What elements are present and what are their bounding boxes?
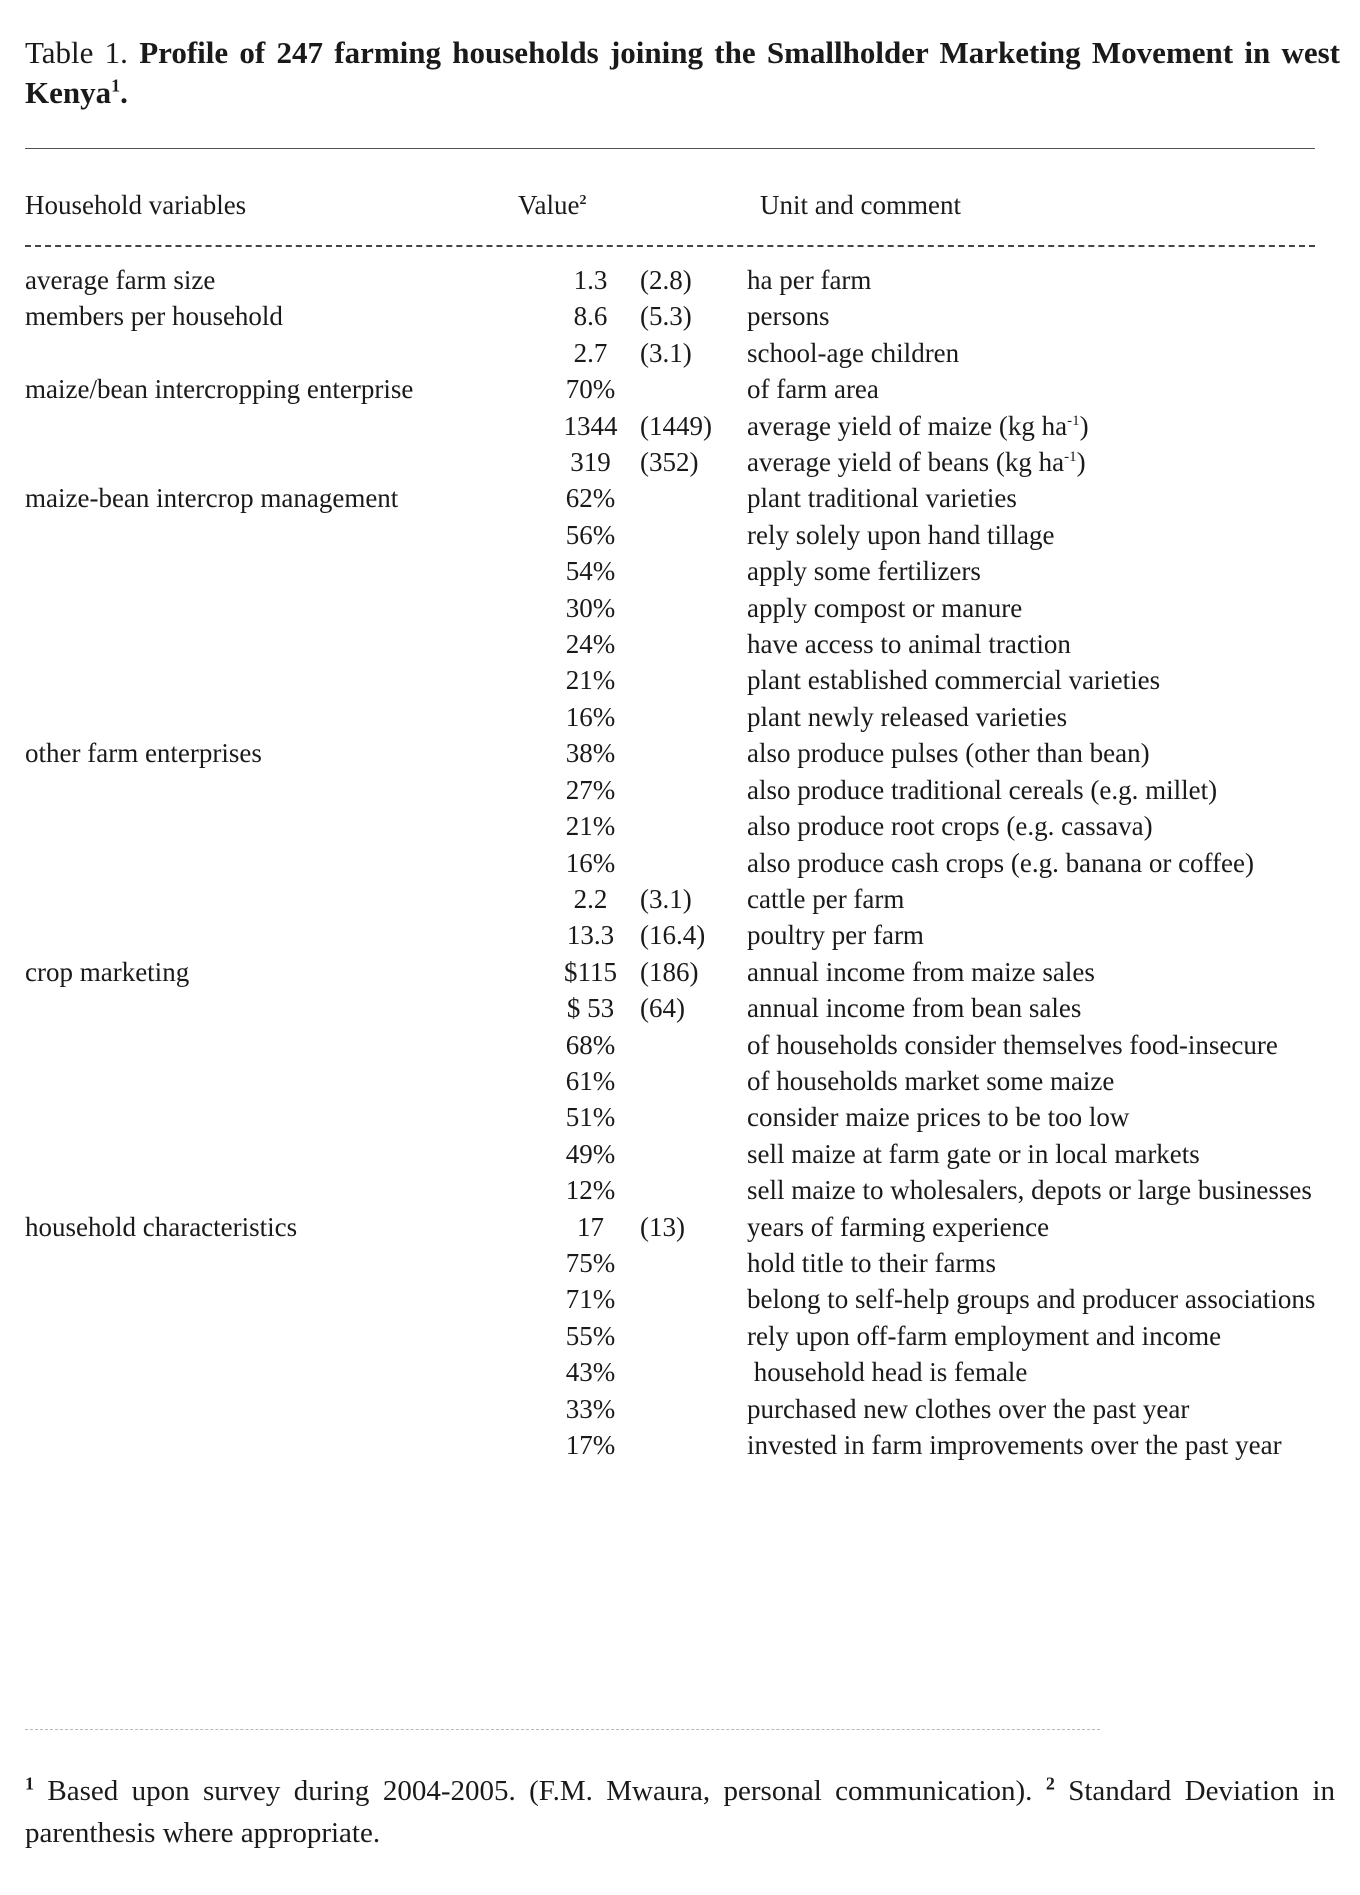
- standard-deviation-cell: (352): [640, 447, 699, 478]
- table-row: [0, 1172, 1360, 1208]
- caption-title: Profile of 247 farming households joining the Smallholder Marketing Movement in west Kenya: [25, 35, 1341, 110]
- value-cell: 33%: [565, 1393, 616, 1424]
- unit-comment-cell: [747, 735, 1322, 771]
- unit-comment-end: ): [1076, 447, 1086, 478]
- value-cell: 12%: [565, 1175, 616, 1206]
- unit-comment-text: also produce pulses (other than bean): [747, 738, 1150, 769]
- value-cell: 21%: [565, 811, 616, 842]
- table-row: [0, 1318, 1360, 1354]
- standard-deviation-cell: (5.3): [640, 301, 692, 332]
- header-value-label: Value: [518, 190, 580, 220]
- table-row: [0, 626, 1360, 662]
- standard-deviation-cell: (186): [640, 956, 699, 987]
- unit-comment-cell: [747, 699, 1322, 735]
- unit-comment-cell: [747, 1427, 1322, 1463]
- unit-comment-cell: [747, 1063, 1322, 1099]
- value-cell: 62%: [565, 483, 616, 514]
- unit-comment-text: apply compost or manure: [747, 592, 1023, 623]
- value-cell: 1344: [563, 410, 618, 441]
- table-row: [0, 480, 1360, 516]
- value-cell: 38%: [565, 738, 616, 769]
- table-row: [0, 881, 1360, 917]
- standard-deviation-cell: (3.1): [640, 883, 692, 914]
- unit-comment-cell: [747, 371, 1322, 407]
- unit-comment-cell: [747, 1354, 1322, 1390]
- unit-comment-cell: [747, 1136, 1322, 1172]
- caption-footnote-mark: 1: [111, 75, 121, 96]
- value-cell: 43%: [565, 1357, 616, 1388]
- table-bottom-rule: [25, 1729, 1100, 1730]
- table-row: [0, 808, 1360, 844]
- unit-comment-cell: [747, 1027, 1322, 1063]
- unit-comment-text: annual income from bean sales: [747, 993, 1082, 1024]
- table-row: [0, 1354, 1360, 1390]
- unit-comment-cell: [747, 845, 1322, 881]
- household-variable-cell: other farm enterprises: [25, 738, 262, 769]
- standard-deviation-cell: (3.1): [640, 337, 692, 368]
- unit-comment-text: have access to animal traction: [747, 629, 1071, 660]
- table-row: [0, 917, 1360, 953]
- value-cell: 56%: [565, 519, 616, 550]
- unit-comment-text: ha per farm: [747, 265, 872, 295]
- table-row: [0, 444, 1360, 480]
- unit-exponent: -1: [1067, 412, 1080, 429]
- unit-comment-cell: [747, 1172, 1322, 1208]
- unit-comment-text: years of farming experience: [747, 1211, 1050, 1242]
- table-row: [0, 1136, 1360, 1172]
- unit-comment-text: plant newly released varieties: [747, 701, 1068, 732]
- table-row: [0, 553, 1360, 589]
- household-variable-cell: crop marketing: [25, 956, 190, 987]
- value-cell: 17: [577, 1211, 604, 1242]
- standard-deviation-cell: (16.4): [640, 920, 706, 951]
- value-cell: 49%: [565, 1138, 616, 1169]
- value-cell: 70%: [565, 374, 616, 405]
- value-cell: 8.6: [573, 301, 608, 332]
- header-household-variables: Household variables: [25, 190, 247, 220]
- header-value: [518, 190, 586, 221]
- unit-comment-cell: [747, 772, 1322, 808]
- unit-comment-cell: [747, 662, 1322, 698]
- unit-comment-cell: [747, 298, 1322, 334]
- value-cell: 68%: [565, 1029, 616, 1060]
- unit-comment-cell: [747, 480, 1322, 516]
- unit-comment-text: plant established commercial varieties: [747, 665, 1161, 696]
- household-variable-cell: maize/bean intercropping enterprise: [25, 374, 414, 405]
- unit-comment-cell: [747, 1281, 1322, 1317]
- unit-comment-text: of farm area: [747, 374, 879, 405]
- table-row: [0, 735, 1360, 771]
- table-body: [0, 262, 1360, 1463]
- table-footnote: [25, 1770, 1335, 1854]
- table-row: [0, 954, 1360, 990]
- value-cell: 54%: [565, 556, 616, 587]
- value-cell: 21%: [565, 665, 616, 696]
- unit-comment-text: of households market some maize: [747, 1065, 1115, 1096]
- unit-comment-text: sell maize at farm gate or in local markets: [747, 1138, 1200, 1169]
- unit-comment-text: household head is female: [747, 1357, 1028, 1388]
- unit-comment-text: invested in farm improvements over the past year: [747, 1430, 1282, 1460]
- unit-comment-text: also produce traditional cereals (e.g. millet): [747, 774, 1218, 805]
- unit-comment-text: consider maize prices to be too low: [747, 1102, 1130, 1133]
- table-row: [0, 517, 1360, 553]
- unit-exponent: -1: [1064, 449, 1077, 466]
- unit-comment-cell: [747, 335, 1322, 371]
- unit-comment-text: rely upon off-farm employment and income: [747, 1320, 1222, 1351]
- table-row: [0, 845, 1360, 881]
- unit-comment-cell: [747, 626, 1322, 662]
- unit-comment-cell: [747, 954, 1322, 990]
- unit-comment-text: purchased new clothes over the past year: [747, 1393, 1190, 1424]
- value-cell: 30%: [565, 592, 616, 623]
- standard-deviation-cell: (1449): [640, 410, 712, 441]
- value-cell: 75%: [565, 1247, 616, 1278]
- unit-comment-text: plant traditional varieties: [747, 483, 1017, 514]
- unit-comment-cell: [747, 917, 1322, 953]
- table-row: [0, 408, 1360, 444]
- table-row: [0, 335, 1360, 371]
- table-row: [0, 371, 1360, 407]
- table-row: [0, 262, 1360, 298]
- table-row: [0, 1281, 1360, 1317]
- standard-deviation-cell: (13): [640, 1211, 685, 1242]
- unit-comment-cell: [747, 808, 1322, 844]
- household-variable-cell: maize-bean intercrop management: [25, 483, 399, 514]
- unit-comment-cell: [747, 553, 1322, 589]
- value-cell: 1.3: [573, 265, 608, 295]
- unit-comment-cell: [747, 517, 1322, 553]
- unit-comment-text: of households consider themselves food-insecure: [747, 1029, 1278, 1060]
- unit-comment-text: poultry per farm: [747, 920, 924, 951]
- table-row: [0, 699, 1360, 735]
- table-caption: [25, 33, 1340, 113]
- header-dashed-rule: [25, 245, 1315, 247]
- unit-comment-cell: [747, 590, 1322, 626]
- standard-deviation-cell: (2.8): [640, 265, 692, 295]
- table-row: [0, 1063, 1360, 1099]
- unit-comment-cell: [747, 1391, 1322, 1427]
- unit-comment-cell: [747, 1318, 1322, 1354]
- unit-comment-cell: [747, 1209, 1322, 1245]
- table-row: [0, 590, 1360, 626]
- household-variable-cell: members per household: [25, 301, 283, 332]
- value-cell: 2.2: [573, 883, 608, 914]
- header-value-footnote-mark: 2: [579, 193, 587, 208]
- value-cell: 27%: [565, 774, 616, 805]
- footnote-text-2: Standard Deviation in parenthesis where appropriate.: [25, 1775, 1335, 1849]
- table-row: [0, 772, 1360, 808]
- unit-comment-text: persons: [747, 301, 830, 332]
- value-cell: 55%: [565, 1320, 616, 1351]
- household-variable-cell: average farm size: [25, 265, 216, 295]
- table-row: [0, 990, 1360, 1026]
- footnote-text-1: Based upon survey during 2004-2005. (F.M. Mwaura, personal communication).: [34, 1775, 1046, 1807]
- unit-comment-text: average yield of maize (kg ha: [747, 410, 1068, 441]
- table-row: [0, 662, 1360, 698]
- value-cell: 61%: [565, 1065, 616, 1096]
- unit-comment-cell: [747, 1245, 1322, 1281]
- unit-comment-cell: [747, 881, 1322, 917]
- footnote-mark-1: 1: [25, 1773, 34, 1794]
- household-variable-cell: household characteristics: [25, 1211, 298, 1242]
- unit-comment-text: belong to self-help groups and producer associations: [747, 1284, 1316, 1315]
- value-cell: 16%: [565, 847, 616, 878]
- unit-comment-text: also produce root crops (e.g. cassava): [747, 811, 1153, 842]
- unit-comment-text: annual income from maize sales: [747, 956, 1095, 987]
- value-cell: 71%: [565, 1284, 616, 1315]
- table-top-rule: [25, 148, 1315, 149]
- table-row: [0, 1209, 1360, 1245]
- caption-label: Table 1.: [25, 35, 140, 70]
- unit-comment-text: cattle per farm: [747, 883, 905, 914]
- unit-comment-text: school-age children: [747, 337, 960, 368]
- unit-comment-text: apply some fertilizers: [747, 556, 981, 587]
- table-row: [0, 1099, 1360, 1135]
- value-cell: 319: [570, 447, 611, 478]
- value-cell: 24%: [565, 629, 616, 660]
- unit-comment-text: rely solely upon hand tillage: [747, 519, 1055, 550]
- unit-comment-text: average yield of beans (kg ha: [747, 447, 1065, 478]
- table-row: [0, 298, 1360, 334]
- table-row: [0, 1391, 1360, 1427]
- value-cell: 51%: [565, 1102, 616, 1133]
- unit-comment-end: ): [1079, 410, 1089, 441]
- value-cell: 17%: [565, 1430, 616, 1460]
- unit-comment-cell: [747, 408, 1322, 444]
- unit-comment-text: hold title to their farms: [747, 1247, 996, 1278]
- value-cell: 2.7: [573, 337, 608, 368]
- table-row: [0, 1245, 1360, 1281]
- table-row: [0, 1427, 1360, 1463]
- unit-comment-cell: [747, 444, 1322, 480]
- header-unit-and-comment: Unit and comment: [760, 190, 961, 220]
- value-cell: $115: [564, 956, 617, 987]
- value-cell: $ 53: [566, 993, 615, 1024]
- unit-comment-cell: [747, 262, 1322, 298]
- value-cell: 16%: [565, 701, 616, 732]
- unit-comment-text: also produce cash crops (e.g. banana or coffee): [747, 847, 1255, 878]
- standard-deviation-cell: (64): [640, 993, 685, 1024]
- table-row: [0, 1027, 1360, 1063]
- unit-comment-cell: [747, 990, 1322, 1026]
- footnote-mark-2: 2: [1045, 1773, 1055, 1794]
- unit-comment-cell: [747, 1099, 1322, 1135]
- value-cell: 13.3: [566, 920, 615, 951]
- unit-comment-text: sell maize to wholesalers, depots or large businesses: [747, 1175, 1312, 1206]
- caption-period: .: [120, 75, 128, 110]
